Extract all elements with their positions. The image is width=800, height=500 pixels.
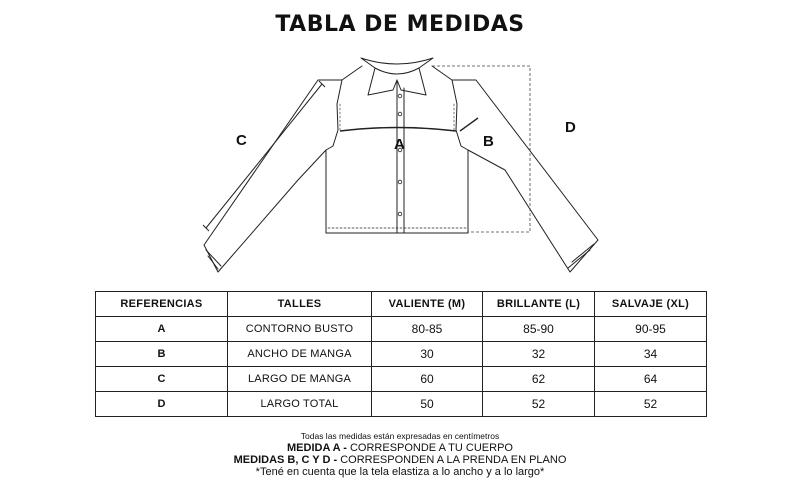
medida-a-text: CORRESPONDE A TU CUERPO: [349, 442, 513, 454]
row-value-xl: 34: [595, 342, 707, 367]
table-row: [96, 392, 707, 417]
jacket-button: [398, 180, 402, 184]
header-referencias: REFERENCIAS: [96, 292, 228, 317]
measure-line-c: [206, 84, 322, 228]
medida-a-note: [0, 442, 800, 454]
row-value-m: 80-85: [372, 317, 483, 342]
row-value-l: 62: [483, 367, 595, 392]
jacket-left-sleeve: [204, 80, 342, 272]
row-ref: A: [96, 317, 228, 342]
jacket-collar: [361, 58, 433, 74]
medidas-bcd-note: [0, 454, 800, 466]
label-d: D: [565, 119, 576, 136]
table-row: [96, 342, 707, 367]
row-value-xl: 90-95: [595, 317, 707, 342]
row-ref: B: [96, 342, 228, 367]
medida-a-label: MEDIDA A -: [287, 442, 350, 454]
row-value-l: 85-90: [483, 317, 595, 342]
measure-line-d: [432, 66, 530, 232]
header-valiente: VALIENTE (M): [372, 292, 483, 317]
jacket-button: [398, 212, 402, 216]
jacket-button: [398, 94, 402, 98]
elastic-note: *Tené en cuenta que la tela elastiza a lo ancho y a lo largo*: [255, 466, 545, 478]
row-value-l: 52: [483, 392, 595, 417]
page-title: TABLA DE MEDIDAS: [275, 12, 525, 37]
units-note: Todas las medidas están expresadas en centímetros: [300, 431, 500, 441]
row-talle: CONTORNO BUSTO: [228, 317, 372, 342]
row-ref: D: [96, 392, 228, 417]
measure-line-b: [460, 118, 478, 131]
row-value-m: 60: [372, 367, 483, 392]
medidas-bcd-text: CORRESPONDEN A LA PRENDA EN PLANO: [340, 454, 567, 466]
row-value-m: 30: [372, 342, 483, 367]
label-c: C: [236, 132, 247, 149]
medidas-bcd-label: MEDIDAS B, C Y D -: [233, 454, 341, 466]
header-talles: TALLES: [228, 292, 372, 317]
header-salvaje: SALVAJE (XL): [595, 292, 707, 317]
size-table: [95, 291, 707, 417]
table-row: [96, 317, 707, 342]
row-ref: C: [96, 367, 228, 392]
measure-line-a: [340, 128, 456, 132]
label-b: B: [483, 133, 494, 150]
row-talle: LARGO DE MANGA: [228, 367, 372, 392]
row-value-xl: 52: [595, 392, 707, 417]
header-brillante: BRILLANTE (L): [483, 292, 595, 317]
table-row: [96, 367, 707, 392]
notes: [0, 430, 800, 478]
label-a: A: [394, 136, 405, 153]
row-talle: LARGO TOTAL: [228, 392, 372, 417]
jacket-button: [398, 112, 402, 116]
table-header-row: [96, 292, 707, 317]
row-value-l: 32: [483, 342, 595, 367]
jacket-right-sleeve: [452, 80, 598, 272]
row-value-xl: 64: [595, 367, 707, 392]
row-value-m: 50: [372, 392, 483, 417]
row-talle: ANCHO DE MANGA: [228, 342, 372, 367]
